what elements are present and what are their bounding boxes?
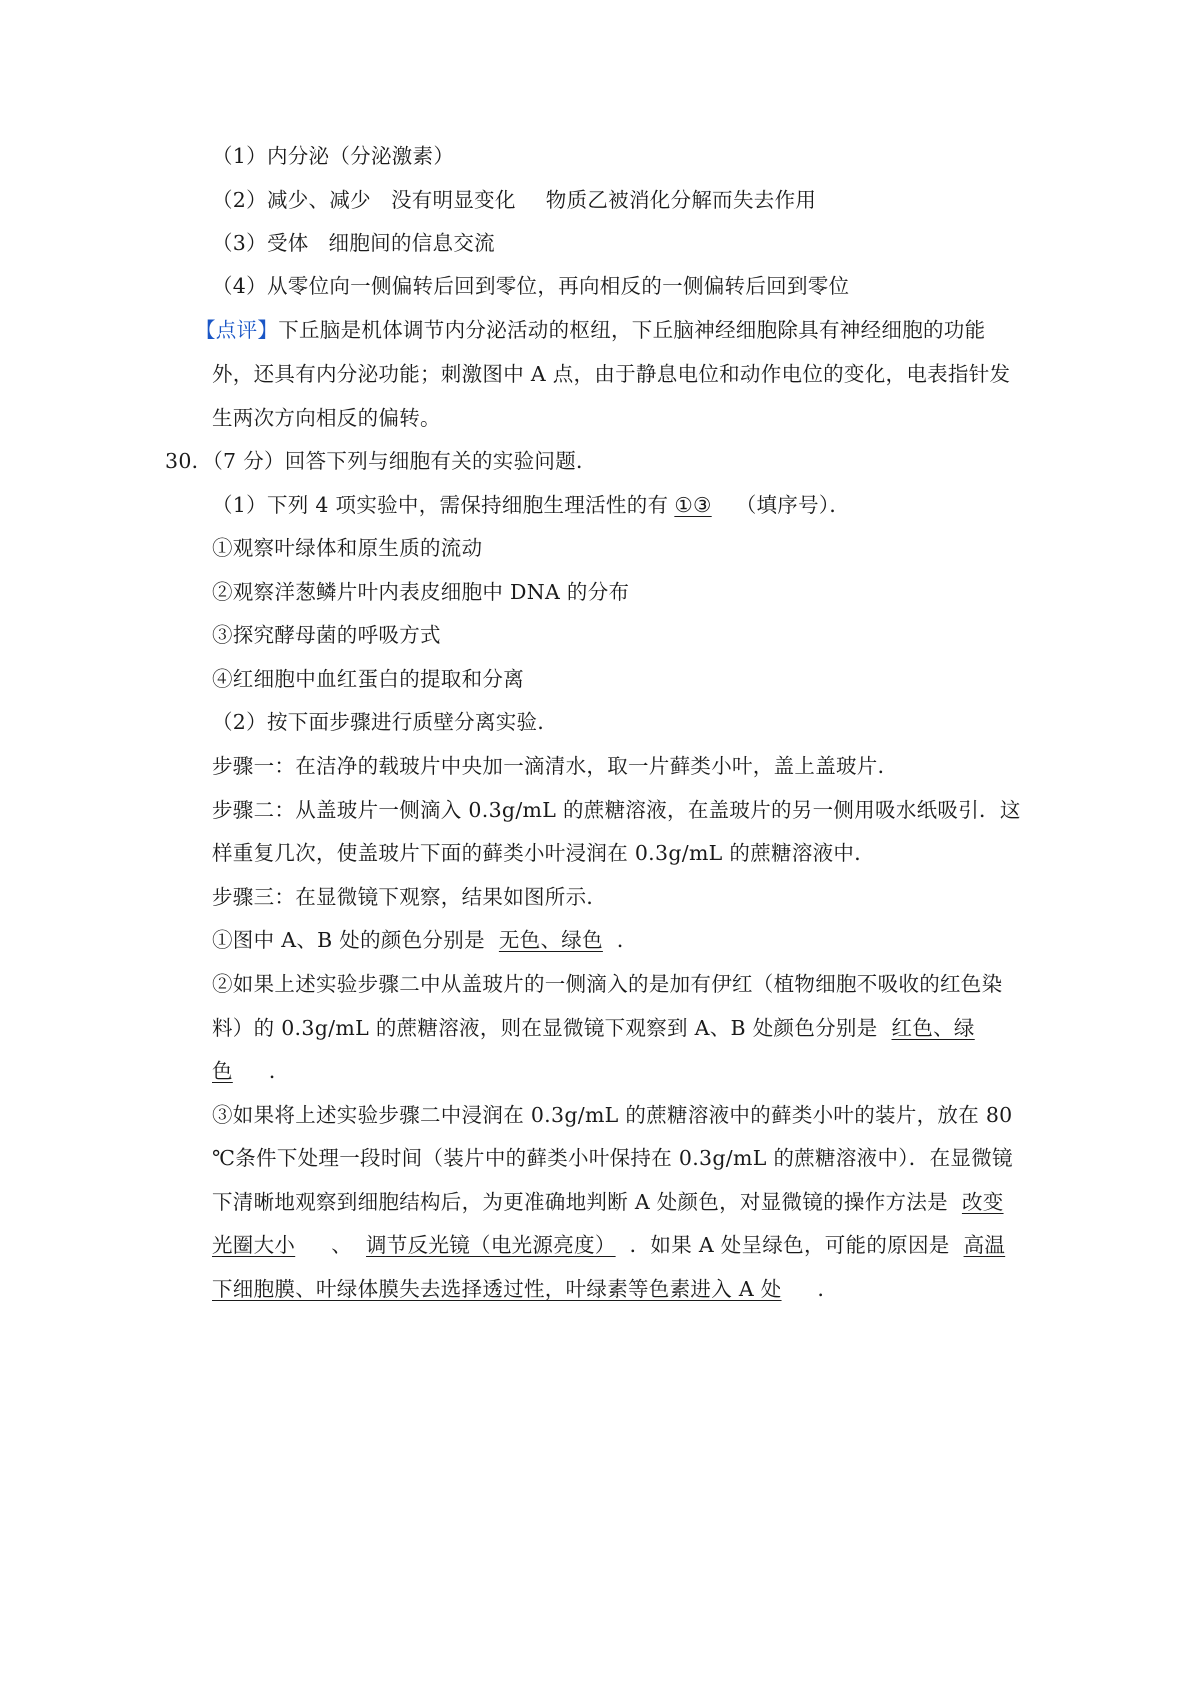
- option-3-text: ③探究酵母菌的呼吸方式: [212, 623, 441, 647]
- subq-3-separator: 、: [331, 1233, 353, 1257]
- subq-3-suffix: ．: [817, 1277, 839, 1301]
- question-30-part1: [212, 490, 1032, 520]
- subq-3-answer-3b: 下细胞膜、叶绿体膜失去选择透过性，叶绿素等色素进入 A 处: [212, 1277, 782, 1301]
- answer-line-1: [212, 141, 1032, 171]
- comment-text-3: 生两次方向相反的偏转。: [212, 406, 441, 430]
- subq-3-text-2: ℃条件下处理一段时间（装片中的藓类小叶保持在 0.3g/mL 的蔗糖溶液中）．在显微镜: [212, 1146, 1013, 1170]
- subq-3-line-5: [212, 1274, 1032, 1304]
- subq-3-line-1: [212, 1100, 1032, 1130]
- step-2-line-2: [212, 838, 1032, 868]
- subq-3-answer-3a: 高温: [963, 1233, 1006, 1257]
- step-2-line-1: [212, 795, 1032, 825]
- subq-2-text-1: ②如果上述实验步骤二中从盖玻片的一侧滴入的是加有伊红（植物细胞不吸收的红色染: [212, 972, 1003, 996]
- answer-2-part1: （2）减少、减少: [212, 188, 371, 212]
- step-1: [212, 751, 1032, 781]
- answer-3-part1: （3）受体: [212, 231, 309, 255]
- answer-line-2: [212, 185, 1032, 215]
- answer-2-part2: 没有明显变化: [390, 188, 516, 212]
- subq-2-line-3: [212, 1056, 1032, 1086]
- subq-1-answer: 无色、绿色: [498, 928, 603, 952]
- subq-2-line-2: [212, 1013, 1032, 1043]
- step-2-text-1: 步骤二：从盖玻片一侧滴入 0.3g/mL 的蔗糖溶液，在盖玻片的另一侧用吸水纸吸引．这: [212, 798, 1021, 822]
- part1-prompt: （1）下列 4 项实验中，需保持细胞生理活性的有: [212, 493, 669, 517]
- subq-3-line-3: [212, 1187, 1032, 1217]
- subq-3-text-1: ③如果将上述实验步骤二中浸润在 0.3g/mL 的蔗糖溶液中的藓类小叶的装片，放在 80: [212, 1103, 1013, 1127]
- answer-2-part3: 物质乙被消化分解而失去作用: [545, 188, 817, 212]
- subq-1-prompt: ①图中 A、B 处的颜色分别是: [212, 928, 485, 952]
- answer-4-text: （4）从零位向一侧偏转后回到零位，再向相反的一侧偏转后回到零位: [212, 274, 850, 298]
- option-3: [212, 620, 1032, 650]
- question-30-title-text: 30．（7 分）回答下列与细胞有关的实验问题．: [165, 449, 597, 473]
- comment-text-2: 外，还具有内分泌功能；刺激图中 A 点，由于静息电位和动作电位的变化，电表指针发: [212, 362, 1011, 386]
- comment-line-3: [212, 403, 1032, 433]
- part1-suffix: （填序号）．: [735, 493, 851, 517]
- subq-1-suffix: ．: [616, 928, 638, 952]
- step-2-text-2: 样重复几次，使盖玻片下面的藓类小叶浸润在 0.3g/mL 的蔗糖溶液中．: [212, 841, 876, 865]
- subq-3-line-4: [212, 1230, 1032, 1260]
- answer-3-part2: 细胞间的信息交流: [328, 231, 495, 255]
- answer-line-4: [212, 271, 1032, 301]
- question-30-part2: [212, 707, 1032, 737]
- part2-prompt: （2）按下面步骤进行质壁分离实验．: [212, 710, 559, 734]
- option-1-text: ①观察叶绿体和原生质的流动: [212, 536, 483, 560]
- subq-2-suffix: ．: [268, 1059, 290, 1083]
- comment-tag: 【点评】: [195, 318, 279, 342]
- option-4-text: ④红细胞中血红蛋白的提取和分离: [212, 667, 524, 691]
- subq-1: [212, 925, 1032, 955]
- subq-3-answer-2: 调节反光镜（电光源亮度）: [366, 1233, 616, 1257]
- option-2-text: ②观察洋葱鳞片叶内表皮细胞中 DNA 的分布: [212, 580, 630, 604]
- subq-2-text-2: 料）的 0.3g/mL 的蔗糖溶液，则在显微镜下观察到 A、B 处颜色分别是: [212, 1016, 878, 1040]
- question-30-title: [165, 446, 985, 476]
- comment-line-1: [195, 315, 1015, 345]
- subq-2-line-1: [212, 969, 1032, 999]
- subq-3-answer-1a: 改变: [961, 1190, 1004, 1214]
- subq-3-text-3: 下清晰地观察到细胞结构后，为更准确地判断 A 处颜色，对显微镜的操作方法是: [212, 1190, 948, 1214]
- option-4: [212, 664, 1032, 694]
- subq-2-answer-part1: 红色、绿: [891, 1016, 975, 1040]
- subq-3-answer-1b: 光圈大小: [212, 1233, 296, 1257]
- step-1-text: 步骤一：在洁净的载玻片中央加一滴清水，取一片藓类小叶，盖上盖玻片．: [212, 754, 899, 778]
- subq-3-text-4: ．如果 A 处呈绿色，可能的原因是: [629, 1233, 950, 1257]
- option-2: [212, 577, 1032, 607]
- answer-1-text: （1）内分泌（分泌激素）: [212, 144, 455, 168]
- subq-3-line-2: [212, 1143, 1032, 1173]
- comment-line-2: [212, 359, 1032, 389]
- part1-answer: ①③: [674, 493, 712, 517]
- step-3: [212, 882, 1032, 912]
- subq-2-answer-part2: 色: [212, 1059, 233, 1083]
- option-1: [212, 533, 1032, 563]
- answer-line-3: [212, 228, 1032, 258]
- step-3-text: 步骤三：在显微镜下观察，结果如图所示．: [212, 885, 608, 909]
- comment-text-1: 下丘脑是机体调节内分泌活动的枢纽，下丘脑神经细胞除具有神经细胞的功能: [278, 318, 986, 342]
